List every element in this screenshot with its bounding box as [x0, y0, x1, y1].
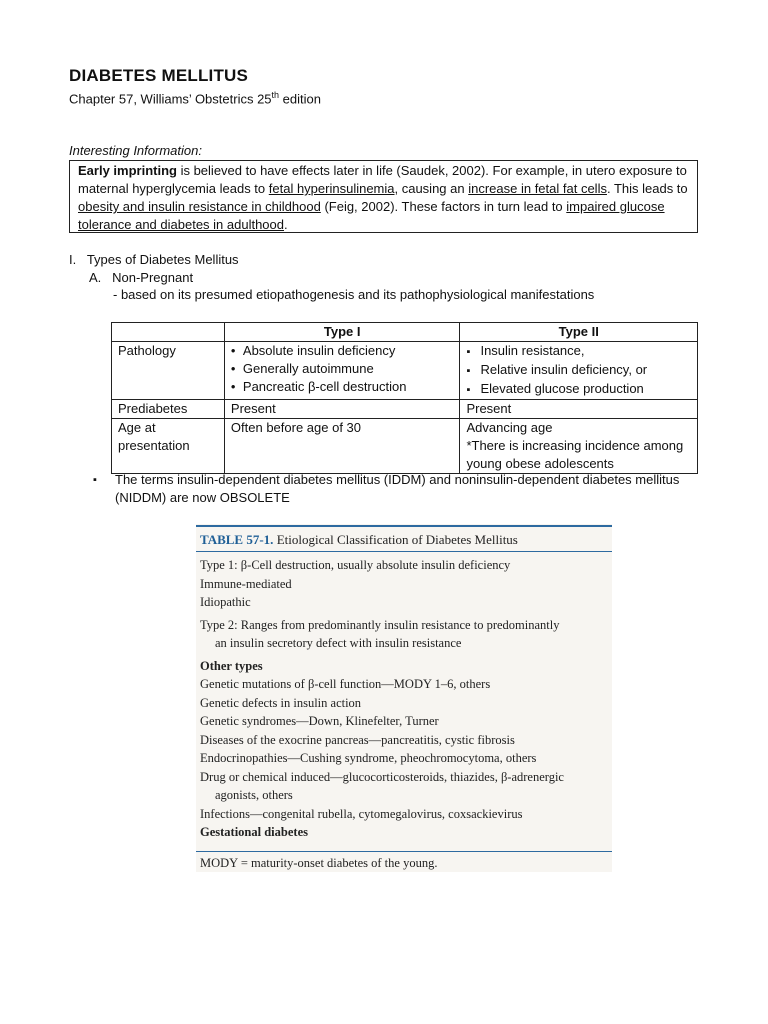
- table-header-empty: [112, 323, 225, 342]
- prediabetes-type2: Present: [460, 400, 698, 419]
- outline-section-a: A. Non-Pregnant: [89, 270, 194, 285]
- outline-section-i: I. Types of Diabetes Mellitus: [69, 252, 239, 267]
- obsolete-terms-note: [93, 471, 703, 507]
- etio-infection-line: Infections—congenital rubella, cytomegalovirus, coxsackievirus: [200, 806, 523, 821]
- info-segment: , causing an: [394, 181, 469, 196]
- list-item: ▪ Elevated glucose production: [466, 380, 691, 399]
- etio-other-item: Endocrinopathies—Cushing syndrome, pheochromocytoma, others: [200, 751, 537, 765]
- etio-type2-label: Type 2:: [200, 617, 238, 632]
- info-segment: increase in fetal fat cells: [468, 181, 607, 196]
- type1-pathology-cell: [224, 342, 460, 400]
- interesting-info-box: [69, 160, 698, 233]
- list-item: • Pancreatic β-cell destruction: [231, 378, 454, 396]
- age-type2-cell: [460, 419, 698, 474]
- etio-other-item: Diseases of the exocrine pancreas—pancreatitis, cystic fibrosis: [200, 732, 515, 747]
- table-row-prediabetes: [112, 400, 698, 419]
- info-segment: (Feig, 2002). These factors in turn lead to: [320, 199, 567, 214]
- etio-drug-cont: agonists, others: [215, 788, 293, 802]
- etio-type1-text: β-Cell destruction, usually absolute insulin deficiency: [237, 558, 511, 572]
- age-label: Age at presentation: [112, 419, 225, 474]
- etio-other-item: Genetic syndromes—Down, Klinefelter, Turner: [200, 714, 439, 728]
- outline-description: - based on its presumed etiopathogenesis and its pathophysiological manifestations: [113, 287, 595, 302]
- subtitle-main: Chapter 57, Williams’ Obstetrics 25: [69, 91, 272, 107]
- obsolete-terms-text: The terms insulin-dependent diabetes mellitus (IDDM) and noninsulin-dependent diabetes mellitus (NIDDM) are now OBSOLETE: [115, 472, 680, 505]
- table-top-rule: [196, 525, 612, 527]
- table-footer-rule: [196, 851, 612, 852]
- etio-type1-sub: Immune-mediated: [200, 576, 292, 591]
- table-header-type1: Type I: [224, 323, 460, 342]
- etio-type2-text: Ranges from predominantly insulin resistance to predominantly: [237, 617, 560, 632]
- etio-caption: [200, 532, 518, 548]
- etio-drug-line: Drug or chemical induced—glucocorticosteroids, thiazides, β-adrenergic: [200, 769, 564, 784]
- table-header-type2: Type II: [460, 323, 698, 342]
- prediabetes-label: Prediabetes: [112, 400, 225, 419]
- etio-other-label: Other types: [200, 658, 263, 673]
- age-type1: Often before age of 30: [224, 419, 460, 474]
- type2-pathology-cell: [460, 342, 698, 400]
- info-segment: is believed to have effects later in life (Saudek, 2002). For example, in utero exposure to maternal hyperglycemia leads to: [78, 163, 687, 196]
- etio-type2-cont: an insulin secretory defect with insulin resistance: [215, 636, 462, 650]
- etio-other-item: Genetic mutations of β-cell function—MODY 1–6, others: [200, 677, 491, 691]
- info-segment: impaired glucose tolerance and diabetes in adulthood: [78, 199, 665, 232]
- etio-type1-sub: Idiopathic: [200, 595, 251, 609]
- subtitle-edition: edition: [279, 91, 321, 107]
- info-segment: fetal hyperinsulinemia: [268, 181, 395, 196]
- age-type2-line1: Advancing age: [466, 420, 553, 435]
- pathology-label: Pathology: [112, 342, 225, 400]
- diabetes-types-table: [111, 322, 698, 474]
- etio-type1-label: Type 1:: [200, 558, 238, 572]
- etio-caption-label: TABLE 57-1.: [200, 532, 274, 547]
- table-row-pathology: [112, 342, 698, 400]
- info-segment: . This leads to: [606, 181, 688, 196]
- interesting-info-label: Interesting Information:: [69, 143, 202, 158]
- list-item: • Absolute insulin deficiency: [231, 342, 454, 360]
- square-bullet-icon: ▪: [93, 474, 97, 486]
- table-header-rule: [196, 551, 612, 552]
- etio-other-item: Genetic defects in insulin action: [200, 695, 362, 710]
- info-segment: Early imprinting: [78, 163, 177, 178]
- etio-type2: [200, 616, 610, 635]
- list-item: ▪ Relative insulin deficiency, or: [466, 361, 691, 380]
- page-subtitle: [69, 90, 321, 106]
- page-title: DIABETES MELLITUS: [69, 66, 249, 85]
- etio-caption-title: Etiological Classification of Diabetes Mellitus: [273, 532, 518, 547]
- prediabetes-type1: Present: [224, 400, 460, 419]
- etio-footnote: MODY = maturity-onset diabetes of the young.: [200, 856, 438, 870]
- age-type2-line2: *There is increasing incidence among young obese adolescents: [466, 438, 684, 471]
- table-row-age: [112, 419, 698, 474]
- info-segment: obesity and insulin resistance in childhood: [78, 199, 321, 214]
- info-segment: .: [284, 217, 288, 232]
- table-header-row: [112, 323, 698, 342]
- list-item: ▪ Insulin resistance,: [466, 342, 691, 361]
- etio-type1: [200, 556, 610, 575]
- subtitle-superscript: th: [271, 90, 280, 100]
- list-item: • Generally autoimmune: [231, 360, 454, 378]
- etiological-classification-table: [196, 524, 612, 872]
- etio-gestational-label: Gestational diabetes: [200, 825, 308, 839]
